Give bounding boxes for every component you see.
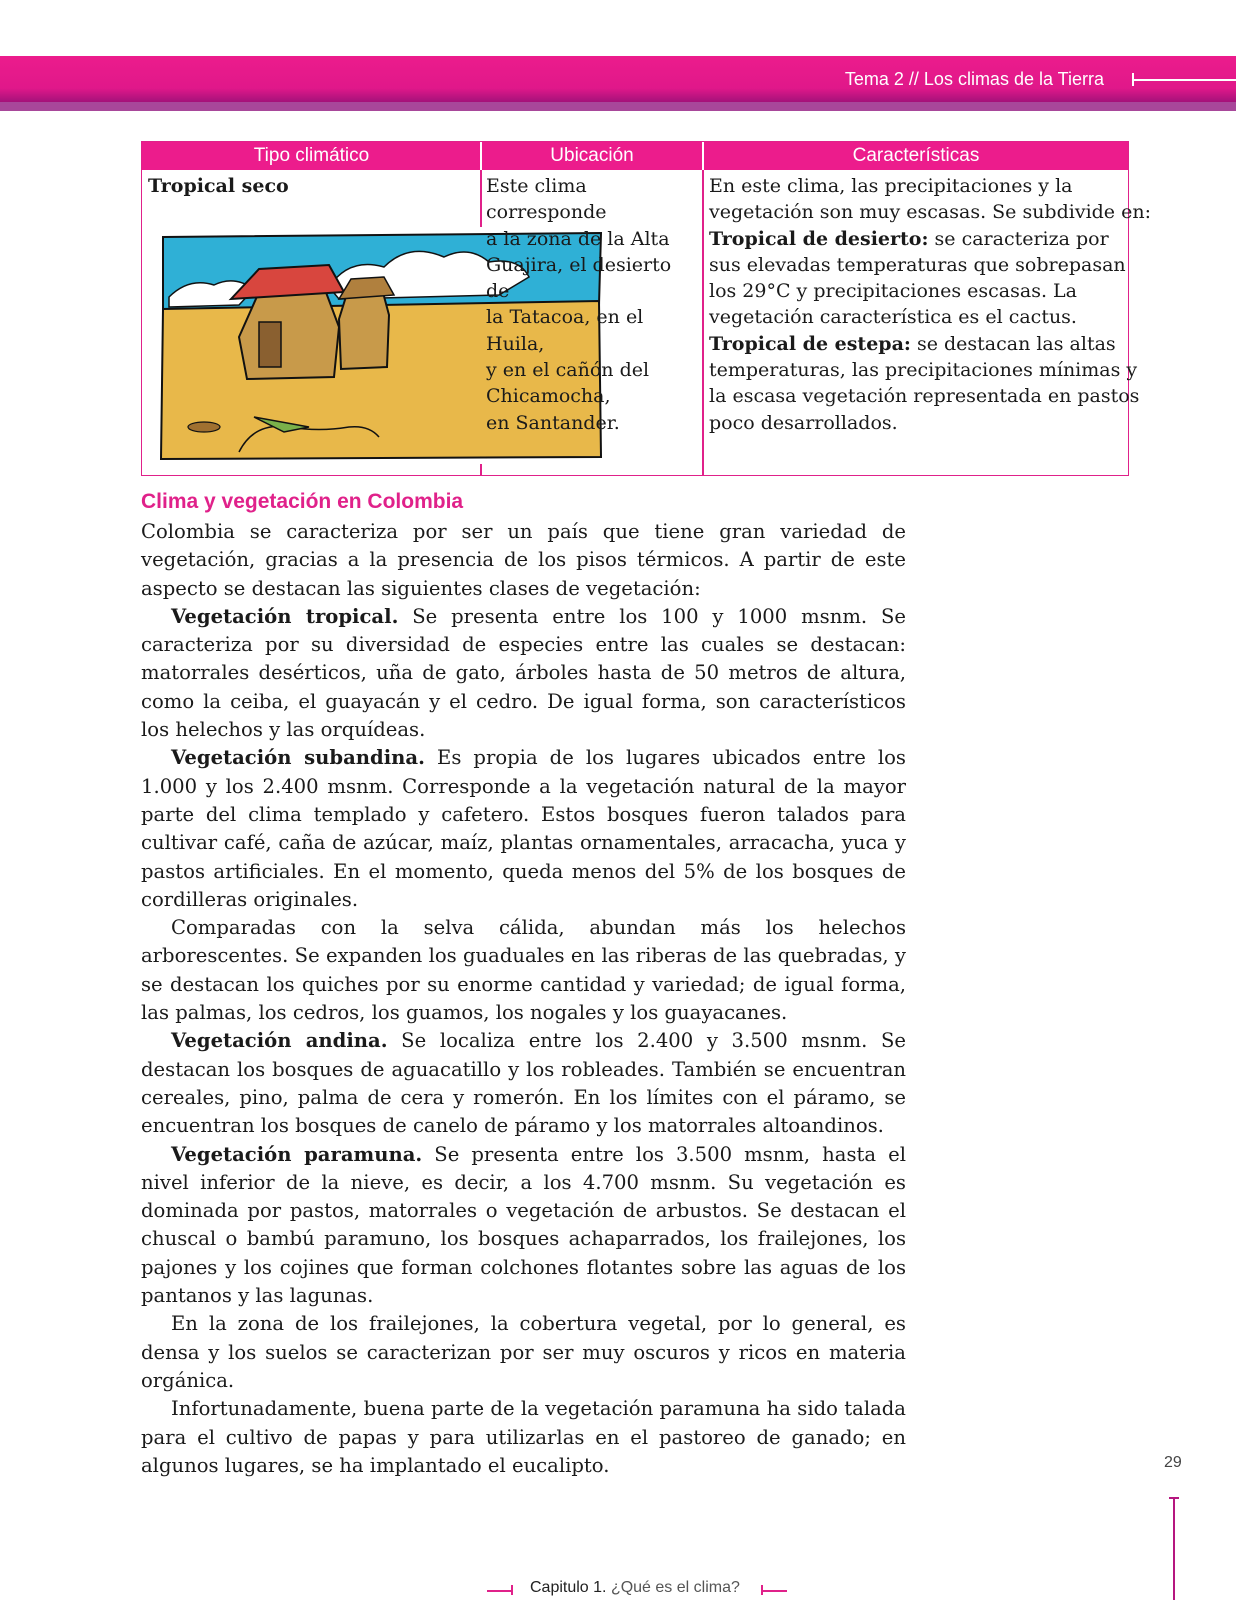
header-tipo-climatico: Tipo climático: [253, 145, 370, 166]
topic-label: Tema 2 // Los climas de la Tierra: [844, 69, 1104, 89]
caracteristicas-line: [709, 226, 1129, 252]
paragraph-text: Se localiza entre los 2.400 y 3.500 msnm. Se destacan los bosques de aguacatillo y los robleades. También se encuentran cereales, pino, palma de cera y romerón. En los límites con el páramo, se encuentran los bosques de canelo de páramo y los matorrales altoandinos.: [141, 1029, 906, 1138]
caracteristicas-line: vegetación característica es el cactus.: [709, 306, 1077, 329]
page-number-line: [1173, 1497, 1175, 1600]
chapter-prefix: Capitulo 1.: [530, 1579, 611, 1596]
vegetacion-paramuna-label: Vegetación paramuna.: [171, 1142, 423, 1166]
caracteristicas-line: vegetación son muy escasas. Se subdivide en:: [709, 201, 1151, 224]
vegetacion-tropical-label: Vegetación tropical.: [171, 604, 399, 628]
ubicacion-line: Guajira, el desierto de: [486, 253, 672, 303]
paragraph-text: Es propia de los lugares ubicados entre los 1.000 y los 2.400 msnm. Corresponde a la vegetación natural de la mayor parte del clima templado y cafetero. Estos bosques fueron talados para cultivar café, caña de azúcar, maíz, plantas ornamentales, arracacha, yuca y pastos artificiales. En el momento, queda menos del 5% de los bosques de cordilleras originales.: [141, 746, 906, 911]
header-ubicacion: Ubicación: [550, 145, 634, 166]
footer-left-line: [487, 1590, 513, 1592]
paragraph-text: Se presenta entre los 3.500 msnm, hasta el nivel inferior de la nieve, es decir, a los 4.700 msnm. Su vegetación es dominada por pastos, matorrales o vegetación de arbustos. Se destacan el chuscal o bambú paramuno, los bosques achaparrados, los frailejones, los pajones y los cojines que forman colchones flotantes sobre las aguas de los pantanos y las lagunas.: [141, 1142, 906, 1308]
paragraph-infortunadamente: Infortunadamente, buena parte de la vegetación paramuna ha sido talada para el cultivo de papas y para utilizarlas en el pastoreo de ganado; en algunos lugares, se ha implantado el eucalipto.: [141, 1397, 906, 1477]
ubicacion-line: a la zona de la Alta: [486, 227, 670, 250]
ubicacion-line: Este clima corresponde: [486, 175, 607, 224]
tipo-climatico-cell: Tropical seco: [148, 175, 289, 197]
ubicacion-line: y en el cañón del: [486, 359, 650, 382]
caracteristicas-line: En este clima, las precipitaciones y la: [709, 175, 1073, 197]
ubicacion-cell: [486, 173, 698, 436]
paragraph-tropical: [141, 603, 906, 744]
paragraph-andina: [141, 1027, 906, 1140]
chapter-question: ¿Qué es el clima?: [610, 1579, 740, 1596]
caracteristicas-line: poco desarrollados.: [709, 411, 898, 434]
table-header-row: [142, 142, 1128, 170]
header-band-strip: [0, 102, 1236, 111]
header-divider: [480, 142, 482, 170]
header-line: [1134, 79, 1236, 81]
caracteristicas-line: temperaturas, las precipitaciones mínimas y: [709, 359, 1138, 382]
ubicacion-line: Chicamocha,: [486, 385, 611, 408]
column-divider: [702, 170, 704, 475]
footer-left-tick: [511, 1585, 513, 1595]
paragraph-subandina: [141, 744, 906, 914]
vegetacion-subandina-label: Vegetación subandina.: [171, 746, 425, 770]
section-body: [141, 518, 906, 1480]
caracteristicas-cell: [709, 173, 1151, 436]
header-divider: [702, 142, 704, 170]
paragraph-paramuna: [141, 1141, 906, 1311]
caracteristicas-line: la escasa vegetación representada en pastos: [709, 385, 1140, 408]
tropical-estepa-label: Tropical de estepa:: [709, 332, 911, 355]
chapter-footer: [530, 1579, 740, 1597]
header-caracteristicas: Características: [852, 145, 980, 166]
page-number: 29: [1164, 1454, 1182, 1471]
climate-table: [141, 141, 1151, 476]
paragraph-frailejones: En la zona de los frailejones, la cobertura vegetal, por lo general, es densa y los suelos se caracterizan por ser muy oscuros y ricos en materia orgánica.: [141, 1312, 906, 1392]
ubicacion-line: la Tatacoa, en el Huila,: [486, 306, 644, 355]
caracteristicas-line: [709, 331, 1129, 357]
ubicacion-line: en Santander.: [486, 411, 620, 434]
section-heading: Clima y vegetación en Colombia: [141, 490, 464, 513]
vegetacion-andina-label: Vegetación andina.: [171, 1029, 388, 1053]
caracteristicas-line: los 29°C y precipitaciones escasas. La: [709, 280, 1077, 303]
tropical-desierto-label: Tropical de desierto:: [709, 227, 929, 250]
caracteristicas-fragment: se destacan las altas: [910, 332, 1116, 355]
caracteristicas-line: sus elevadas temperaturas que sobrepasan: [709, 253, 1126, 276]
footer-right-line: [761, 1590, 787, 1592]
paragraph-text: Se presenta entre los 100 y 1000 msnm. Se caracteriza por su diversidad de especies entre las cuales se destacan: matorrales desérticos, uña de gato, árboles hasta de 50 metros de altura, como la ceiba, el guayacán y el cedro. De igual forma, son característicos los helechos y las orquídeas.: [141, 604, 907, 742]
caracteristicas-fragment: se caracteriza por: [928, 227, 1109, 250]
paragraph-intro: Colombia se caracteriza por ser un país que tiene gran variedad de vegetación, gracias a la presencia de los pisos térmicos. A partir de este aspecto se destacan las siguientes clases de vegetación:: [141, 520, 906, 600]
paragraph-comparadas: Comparadas con la selva cálida, abundan más los helechos arborescentes. Se expanden los guaduales en las riberas de las quebradas, y se destacan los quiches por su enorme cantidad y variedad; de igual forma, las palmas, los cedros, los guamos, los nogales y los guayacanes.: [141, 916, 906, 1025]
